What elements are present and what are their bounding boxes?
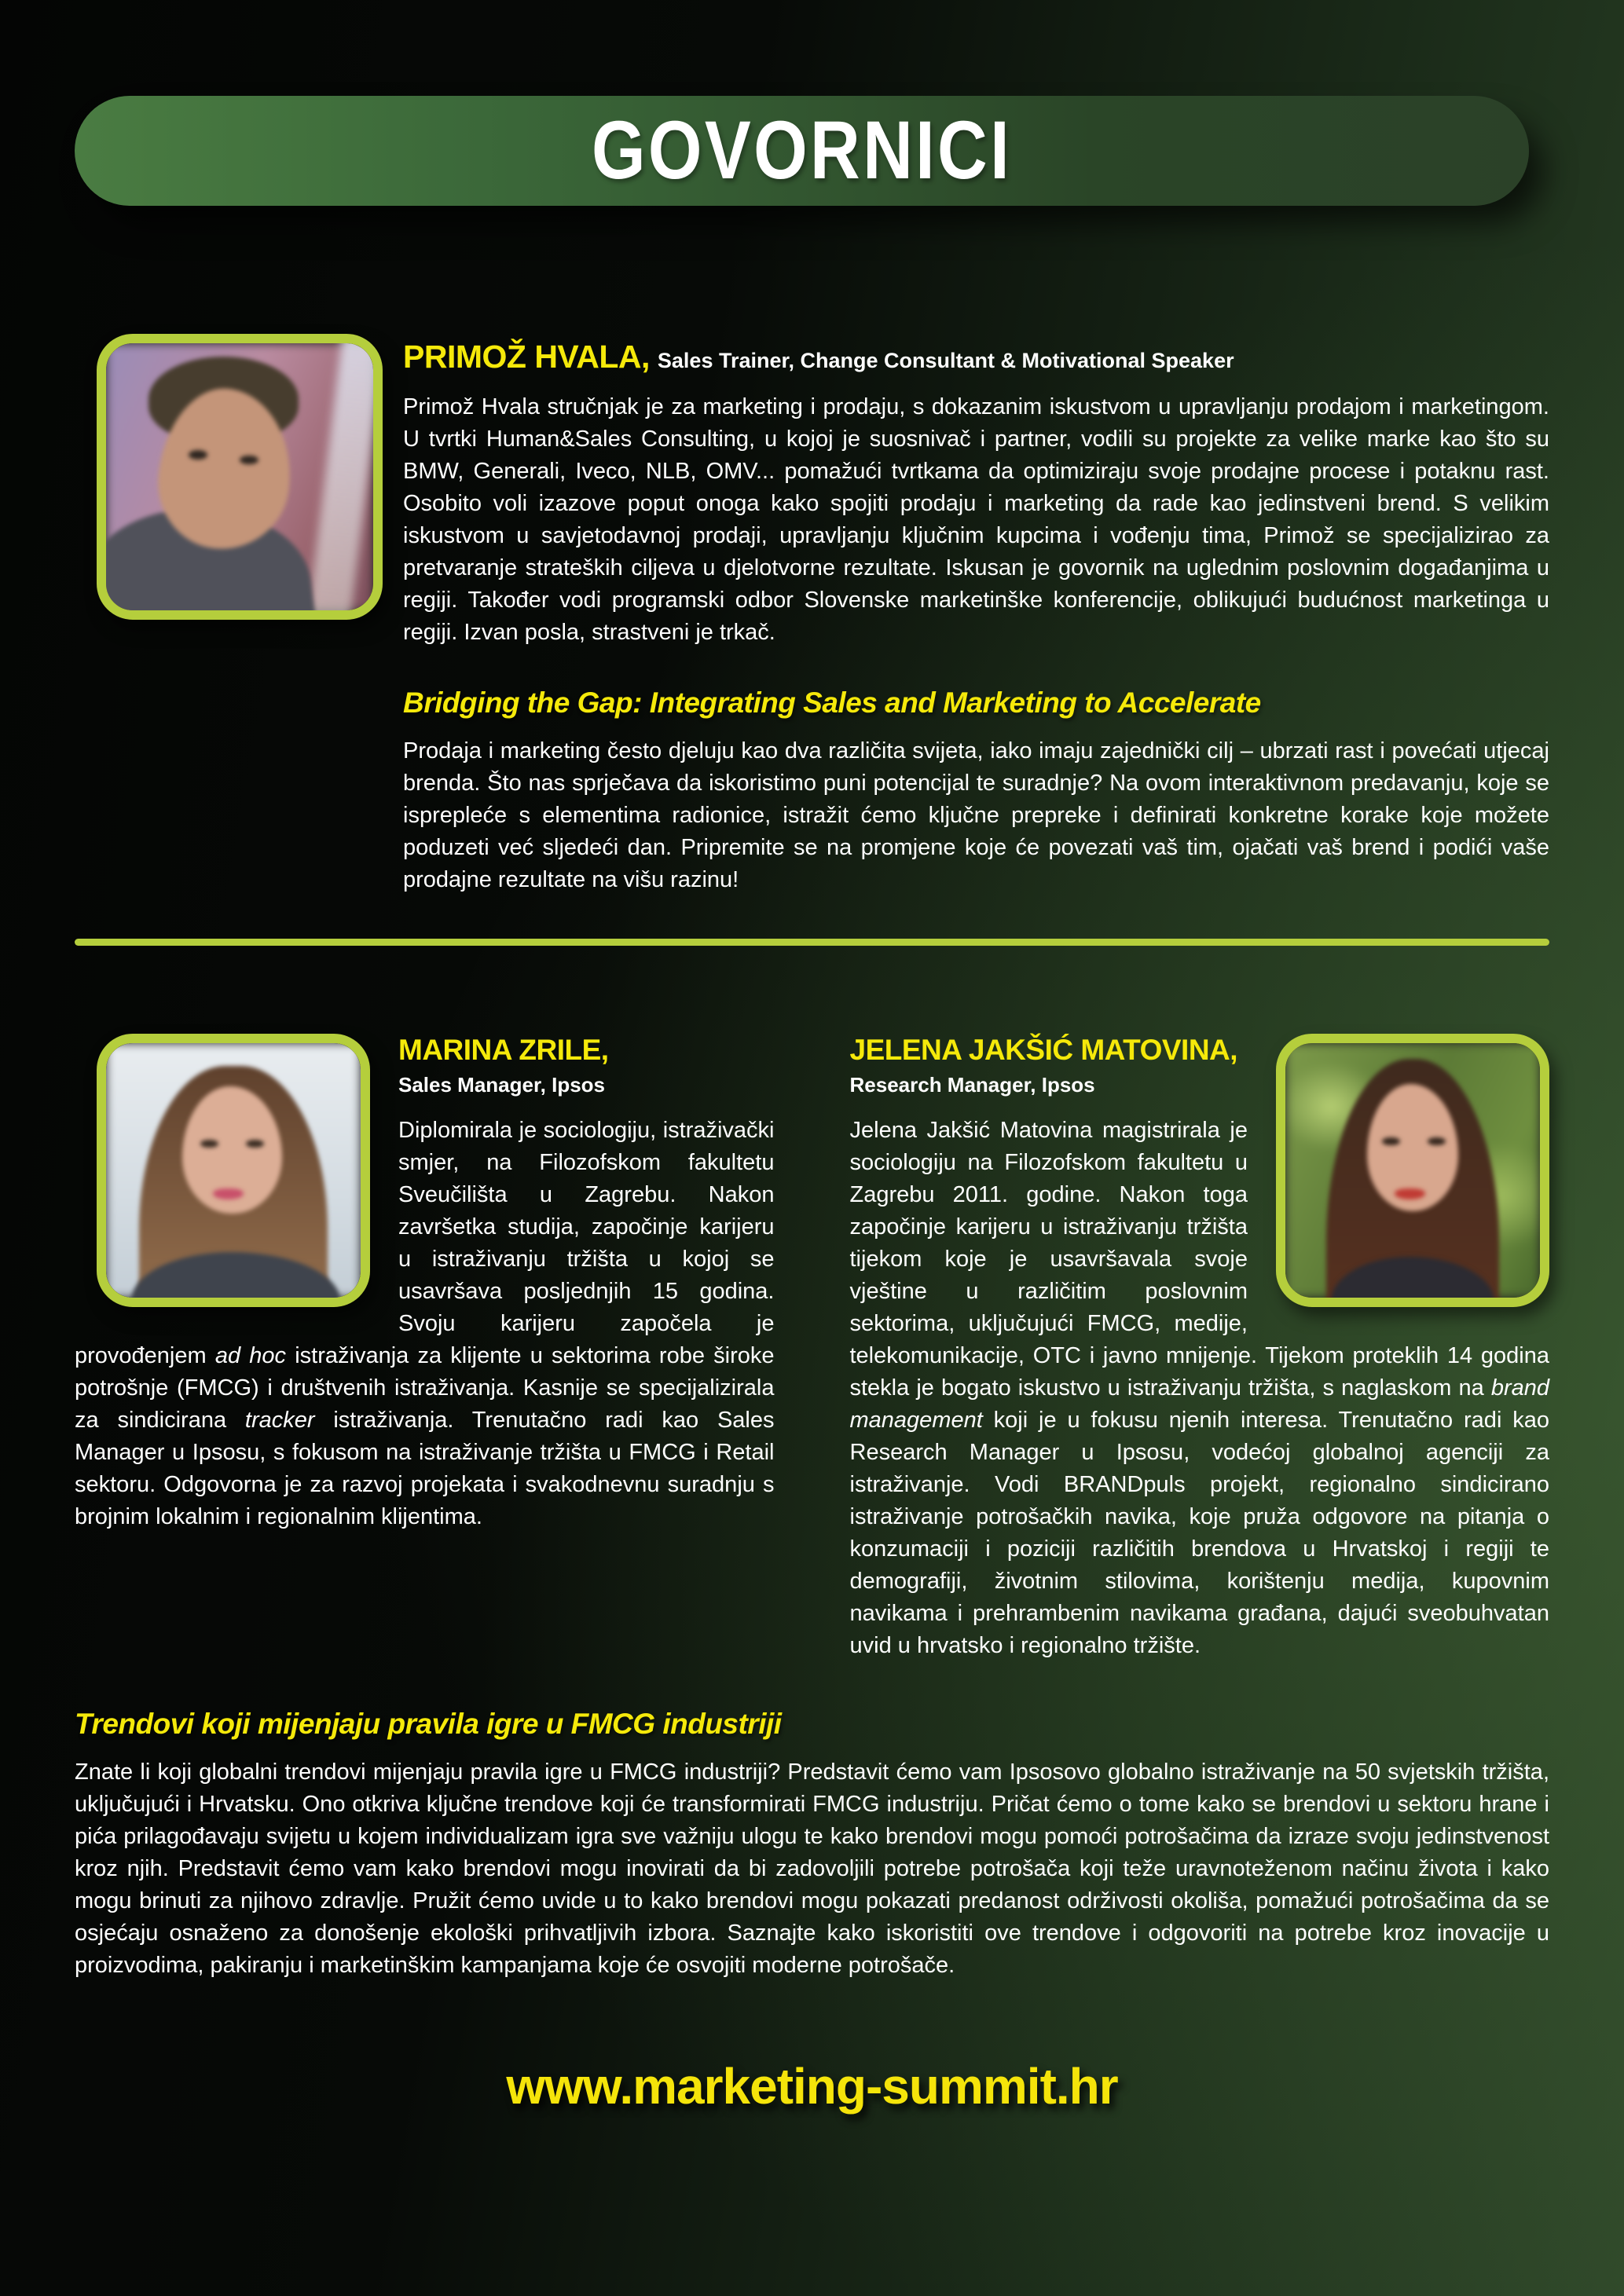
header-banner — [75, 96, 1529, 206]
talk-description: Prodaja i marketing često djeluju kao dva različita svijeta, iako imaju zajednički cilj – ubrzati rast i povećati utjecaj brenda. Što nas sprječava da iskoristimo puni potencijal te suradnje? Na ovom interaktivnom predavanju, koje se isprepleće s elementima radionice, istražit ćemo ključne prepreke i definirati konkretne korake koje možete poduzeti već sljedeći dan. Pripremite se na promjene koje će povezati vaš tim, ojačati vaš brend i podići vaše prodajne rezultate na višu razinu! — [403, 738, 1549, 893]
speaker-column-marina — [75, 1034, 775, 1661]
portrait-eye — [189, 450, 207, 460]
speaker-name: PRIMOŽ HVALA, — [403, 339, 650, 375]
speaker-text-primoz — [403, 334, 1549, 896]
shared-talk-title: Trendovi koji mijenjaju pravila igre u FMCG industriji — [75, 1707, 782, 1740]
footer — [75, 2057, 1549, 2115]
speaker-heading — [403, 339, 1549, 375]
portrait-eye — [1428, 1137, 1446, 1145]
footer-url[interactable]: www.marketing-summit.hr — [506, 2057, 1118, 2115]
speaker-bio: Diplomirala je sociologiju, istraživački smjer, na Filozofskom fakultetu Sveučilišta u Zagrebu. Nakon završetka studija, započinje karijeru u istraživanju tržišta u kojoj se usavršava posljednjih 15 godina. Svoju karijeru započela je provođenjem ad hoc istraživanja za klijente u sektorima robe široke potrošnje (FMCG) i društvenih istraživanja. Kasnije se specijalizirala za sindicirana tracker istraživanja. Trenutačno radi kao Sales Manager u Ipsosu, s fokusom na istraživanje tržišta u FMCG i Retail sektoru. Odgovorna je za razvoj projekata i svakodnevnu suradnju s brojnim lokalnim i regionalnim klijentima. — [75, 1117, 775, 1529]
section-divider — [75, 939, 1549, 946]
speaker-name: JELENA JAKŠIĆ MATOVINA, — [849, 1034, 1238, 1067]
speaker-name: MARINA ZRILE, — [398, 1034, 609, 1067]
speaker-role: Research Manager, Ipsos — [849, 1072, 1095, 1097]
speaker-photo-primoz — [97, 334, 383, 620]
portrait-jelena — [1285, 1043, 1540, 1298]
shared-talk-description: Znate li koji globalni trendovi mijenjaju pravila igre u FMCG industriji? Predstavit ćemo vam Ipsosovo globalno istraživanje na 50 svjetskih tržišta, uključujući i Hrvatsku. Ono otkriva ključne trendove koji će transformirati FMCG industriju. Pričat ćemo o tome kako se brendovi u sektoru hrane i pića prilagođavaju svijetu u kojem individualizam igra sve važniju ulogu te kako brendovi mogu pomoći potrošačima da izraze svoju jedinstvenost kroz njih. Predstavit ćemo vam kako brendovi mogu inovirati da bi zadovoljili potrebe potrošača koji teže uravnoteženom načinu života i kako mogu brinuti za njihovo zdravlje. Pružit ćemo uvide u to kako brendovi mogu pokazati predanost održivosti okoliša, pomažući potrošačima da se osjećaju osnaženo za donošenje ekološki prihvatljivih izbora. Saznajte kako iskoristiti ove trendove i odgovoriti na potrebe kroz inovacije u proizvodima, pakiranju i marketinškim kampanjama koje će osvojiti moderne potrošače. — [75, 1759, 1549, 1978]
speaker-column-jelena — [850, 1034, 1550, 1661]
speaker-photo-marina — [97, 1034, 370, 1307]
portrait-primoz — [106, 343, 373, 610]
talk-title: Bridging the Gap: Integrating Sales and Marketing to Accelerate — [403, 687, 1261, 720]
speaker-bio: Primož Hvala stručnjak je za marketing i prodaju, s dokazanim iskustvom u upravljanju prodajom i marketingom. U tvrtki Human&Sales Consulting, u kojoj je suosnivač i partner, vodili su projekte za velike marke kao što su BMW, Generali, Iveco, NLB, OMV... pomažući tvrtkama da optimiziraju svoje prodajne procese i potaknu rast. Osobito voli izazove poput onoga kako spojiti prodaju i marketing da rade kao jedinstveni brend. S velikim iskustvom u savjetodavnoj prodaji, upravljanju ključnim kupcima i vođenju tima, Primož se specijalizirao za pretvaranje strateških ciljeva u djelotvorne rezultate. Iskusan je govornik na uglednim poslovnim događanjima u regiji. Također vodi programski odbor Slovenske marketinške konferencije, oblikujući budućnost marketinga u regiji. Izvan posla, strastveni je trkač. — [403, 394, 1549, 646]
speakers-section-ipsos — [75, 1034, 1549, 1661]
speaker-photo-jelena — [1276, 1034, 1549, 1307]
speaker-bio: Jelena Jakšić Matovina magistrirala je sociologiju na Filozofskom fakultetu u Zagrebu 2011. godine. Nakon toga započinje karijeru u istraživanju tržišta tijekom koje je usavršavala svoje vještine u različitim poslovnim sektorima, uključujući FMCG, medije, telekomunikacije, OTC i javno mnijenje. Tijekom proteklih 14 godina stekla je bogato iskustvo u istraživanju tržišta, s naglaskom na brand management koji je u fokusu njenih interesa. Trenutačno radi kao Research Manager u Ipsosu, vodećoj globalnoj agenciji za istraživanje. Vodi BRANDpuls projekt, regionalno sindicirano istraživanje potrošačkih navika, koje pruža odgovore na pitanja o konzumaciji i poziciji različitih brendova u Hrvatskoj i regiji te demografiji, životnim stilovima, korištenju medija, kupovnim navikama i prehrambenim navikama građana, dajući sveobuhvatan uvid u hrvatsko i regionalno tržište. — [849, 1117, 1549, 1658]
portrait-eye — [1382, 1137, 1400, 1145]
portrait-marina — [106, 1043, 361, 1298]
speaker-role: Sales Trainer, Change Consultant & Motivational Speaker — [657, 349, 1234, 372]
portrait-eye — [246, 1140, 264, 1148]
speaker-role: Sales Manager, Ipsos — [398, 1072, 606, 1097]
portrait-eye — [200, 1140, 218, 1148]
page-title: GOVORNICI — [591, 104, 1012, 196]
speaker-section-primoz — [75, 334, 1549, 896]
